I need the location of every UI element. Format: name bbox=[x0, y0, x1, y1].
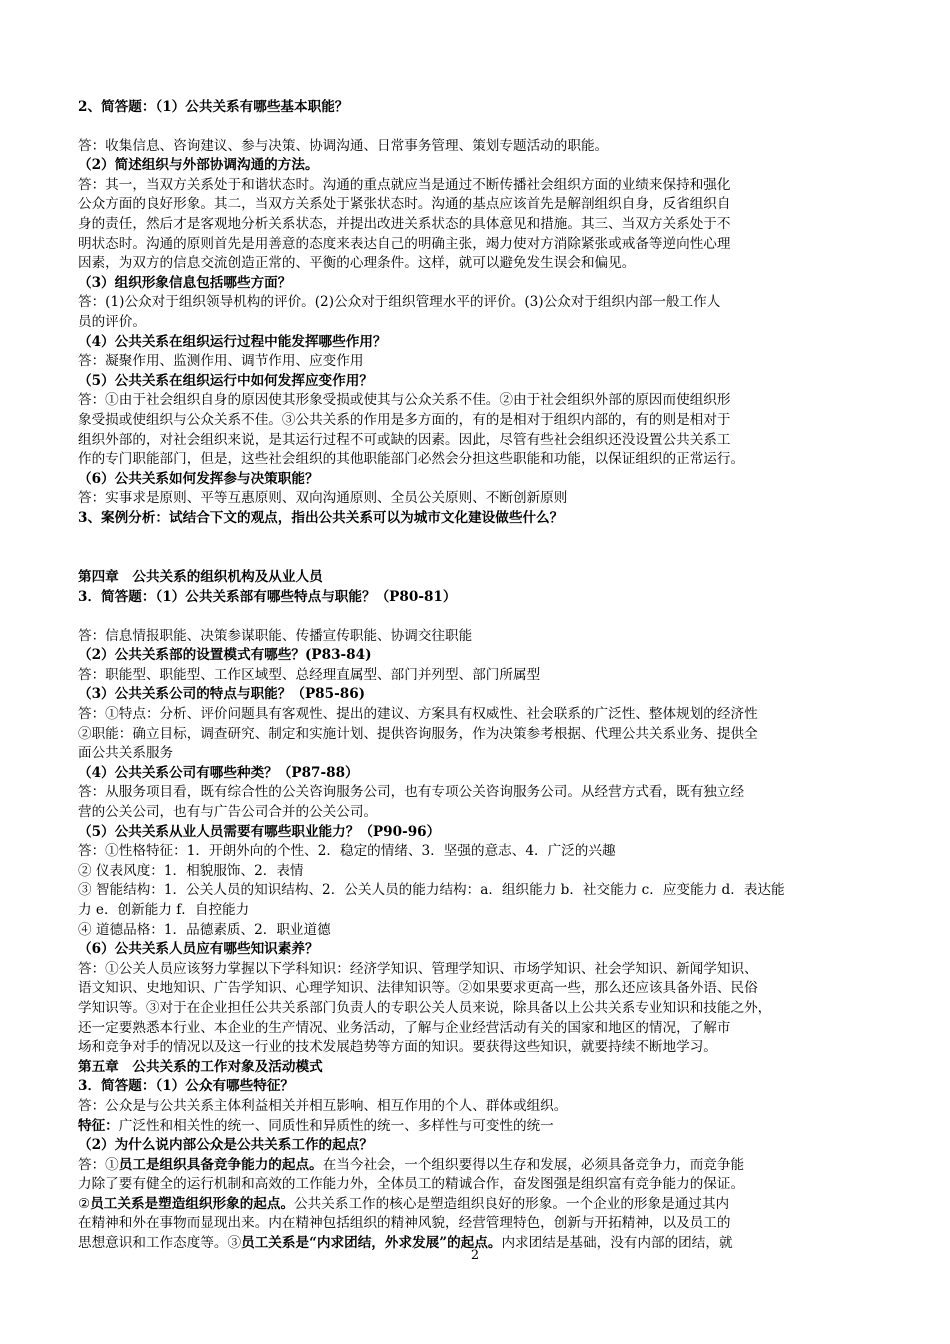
heading-line: 第五章 公共关系的工作对象及活动模式 bbox=[78, 1058, 323, 1075]
text-line: 场和竞争对手的情况以及这一行业的技术发展趋势等方面的知识。要获得这些知识，就要持续不断地学习。 bbox=[78, 1039, 717, 1056]
heading-line: （3）公共关系公司的特点与职能？（P85-86) bbox=[78, 686, 366, 703]
text-line: ④ 道德品格：1．品德素质、2．职业道德 bbox=[78, 921, 331, 938]
text-line: 答：职能型、职能型、工作区域型、总经理直属型、部门并列型、部门所属型 bbox=[78, 666, 541, 683]
text-line: 思想意识和工作态度等。③员工关系是“内求团结，外求发展”的起点。内求团结是基础，没有内部的团结，就 bbox=[78, 1235, 733, 1252]
text-line: 象受损或使组织与公众关系不佳。③公共关系的作用是多方面的，有的是相对于组织内部的，有的则是相对于 bbox=[78, 411, 731, 428]
text-line: 力除了要有健全的运行机制和高效的工作能力外，全体员工的精诚合作，奋发图强是组织富有竞争能力的保证。 bbox=[78, 1176, 745, 1193]
heading-line: （5）公共关系在组织运行中如何发挥应变作用？ bbox=[78, 372, 373, 389]
text-line: 答：①由于社会组织自身的原因使其形象受损或使其与公众关系不佳。②由于社会组织外部的原因而使组织形 bbox=[78, 392, 731, 409]
text-line: 特征：广泛性和相关性的统一、同质性和异质性的统一、多样性与可变性的统一 bbox=[78, 1117, 554, 1134]
heading-line: 3、案例分析：试结合下文的观点，指出公共关系可以为城市文化建设做些什么？ bbox=[78, 509, 564, 526]
text-line: ③ 智能结构：1．公关人员的知识结构、2．公关人员的能力结构：a．组织能力 b．社交能力 c．应变能力 d．表达能 bbox=[78, 882, 785, 899]
blank-line bbox=[78, 528, 876, 568]
text-line: 员的评价。 bbox=[78, 313, 146, 330]
text-line: 公众方面的良好形象。其二，当双方关系处于紧张状态时。沟通的基点应该首先是解剖组织自身，反省组织自 bbox=[78, 196, 731, 213]
text-line: ②职能：确立目标，调查研究、制定和实施计划、提供咨询服务，作为决策参考根据、代理公共关系业务、提供全 bbox=[78, 725, 758, 742]
heading-line: （6）公共关系人员应有哪些知识素养？ bbox=[78, 941, 319, 958]
heading-line: （4）公共关系公司有哪些种类？（P87-88） bbox=[78, 764, 359, 781]
text-line: 答：(1)公众对于组织领导机构的评价。(2)公众对于组织管理水平的评价。(3)公众对于组织内部一般工作人 bbox=[78, 294, 721, 311]
text-line: 因素，为双方的信息交流创造正常的、平衡的心理条件。这样，就可以避免发生误会和偏见。 bbox=[78, 255, 636, 272]
text-line: 明状态时。沟通的原则首先是用善意的态度来表达自己的明确主张，竭力使对方消除紧张或戒备等逆向性心理 bbox=[78, 235, 731, 252]
text-line: 力 e．创新能力 f．自控能力 bbox=[78, 901, 250, 918]
text-line: ②员工关系是塑造组织形象的起点。公共关系工作的核心是塑造组织良好的形象。一个企业的形象是通过其内 bbox=[78, 1195, 730, 1212]
blank-line bbox=[78, 608, 876, 627]
heading-line: （2）为什么说内部公众是公共关系工作的起点？ bbox=[78, 1137, 373, 1154]
heading-line: （5）公共关系从业人员需要有哪些职业能力？（P90-96） bbox=[78, 823, 441, 840]
heading-line: 2、简答题：（1）公共关系有哪些基本职能？ bbox=[78, 99, 349, 115]
heading-line: 3．简答题：（1）公众有哪些特征？ bbox=[78, 1078, 295, 1095]
text-line: 答：公众是与公共关系主体利益相关并相互影响、相互作用的个人、群体或组织。 bbox=[78, 1097, 568, 1114]
document-body bbox=[78, 98, 876, 1254]
heading-line: 第四章 公共关系的组织机构及从业人员 bbox=[78, 569, 323, 586]
heading-line: （6）公共关系如何发挥参与决策职能？ bbox=[78, 470, 319, 487]
text-line: 组织外部的，对社会组织来说，是其运行过程不可或缺的因素。因此，尽管有些社会组织还没设置公共关系工 bbox=[78, 431, 731, 448]
text-line: 答：①性格特征：1．开朗外向的个性、2．稳定的情绪、3．坚强的意志、4．广泛的兴趣 bbox=[78, 843, 616, 860]
text-line: 答：其一，当双方关系处于和谐状态时。沟通的重点就应当是通过不断传播社会组织方面的业绩来保持和强化 bbox=[78, 176, 731, 193]
text-line: 答：从服务项目看，既有综合性的公关咨询服务公司，也有专项公关咨询服务公司。从经营方式看，既有独立经 bbox=[78, 784, 745, 801]
heading-line: （2）公共关系部的设置模式有哪些？(P83-84) bbox=[78, 647, 372, 664]
text-line: 答：实事求是原则、平等互惠原则、双向沟通原则、全员公关原则、不断创新原则 bbox=[78, 490, 568, 507]
blank-line bbox=[78, 118, 876, 137]
text-line: 在精神和外在事物而显现出来。内在精神包括组织的精神风貌，经营管理特色，创新与开拓精神，以及员工的 bbox=[78, 1215, 731, 1232]
text-line: 答：信息情报职能、决策参谋职能、传播宣传职能、协调交往职能 bbox=[78, 627, 473, 644]
text-line: 学知识等。③对于在企业担任公共关系部门负责人的专职公关人员来说，除具备以上公共关系专业知识和技能之外， bbox=[78, 999, 772, 1016]
text-line: 作的专门职能部门，但是，这些社会组织的其他职能部门必然会分担这些职能和功能，以保证组织的正常运行。 bbox=[78, 451, 745, 468]
text-line: 面公共关系服务 bbox=[78, 745, 174, 762]
text-line: 还一定要熟悉本行业、本企业的生产情况、业务活动，了解与企业经营活动有关的国家和地区的情况，了解市 bbox=[78, 1019, 731, 1036]
heading-line: 3．简答题：（1）公共关系部有哪些特点与职能？（P80-81） bbox=[78, 589, 457, 606]
text-line: 答：①员工是组织具备竞争能力的起点。在当今社会，一个组织要得以生存和发展，必须具备竞争力，而竞争能 bbox=[78, 1156, 745, 1173]
text-line: ② 仪表风度：1．相貌服饰、2．表情 bbox=[78, 862, 304, 879]
text-line: 答：收集信息、咨询建议、参与决策、协调沟通、日常事务管理、策划专题活动的职能。 bbox=[78, 137, 609, 154]
text-line: 答：凝聚作用、监测作用、调节作用、应变作用 bbox=[78, 353, 364, 370]
heading-line: （4）公共关系在组织运行过程中能发挥哪些作用？ bbox=[78, 333, 387, 350]
page-number: 2 bbox=[470, 1248, 480, 1263]
text-line: 答：①公关人员应该努力掌握以下学科知识：经济学知识、管理学知识、市场学知识、社会学知识、新闻学知识、 bbox=[78, 960, 758, 977]
text-line: 答：①特点：分析、评价问题具有客观性、提出的建议、方案具有权威性、社会联系的广泛性、整体规划的经济性 bbox=[78, 706, 758, 723]
heading-line: （3）组织形象信息包括哪些方面？ bbox=[78, 274, 292, 291]
heading-line: （2）简述组织与外部协调沟通的方法。 bbox=[78, 157, 319, 174]
text-line: 营的公关公司，也有与广告公司合并的公关公司。 bbox=[78, 804, 378, 820]
text-line: 身的责任，然后才是客观地分析关系状态，并提出改进关系状态的具体意见和措施。其三、当双方关系处于不 bbox=[78, 215, 731, 232]
text-line: 语文知识、史地知识、广告学知识、心理学知识、法律知识等。②如果要求更高一些，那么还应该具备外语、民俗 bbox=[78, 980, 758, 997]
